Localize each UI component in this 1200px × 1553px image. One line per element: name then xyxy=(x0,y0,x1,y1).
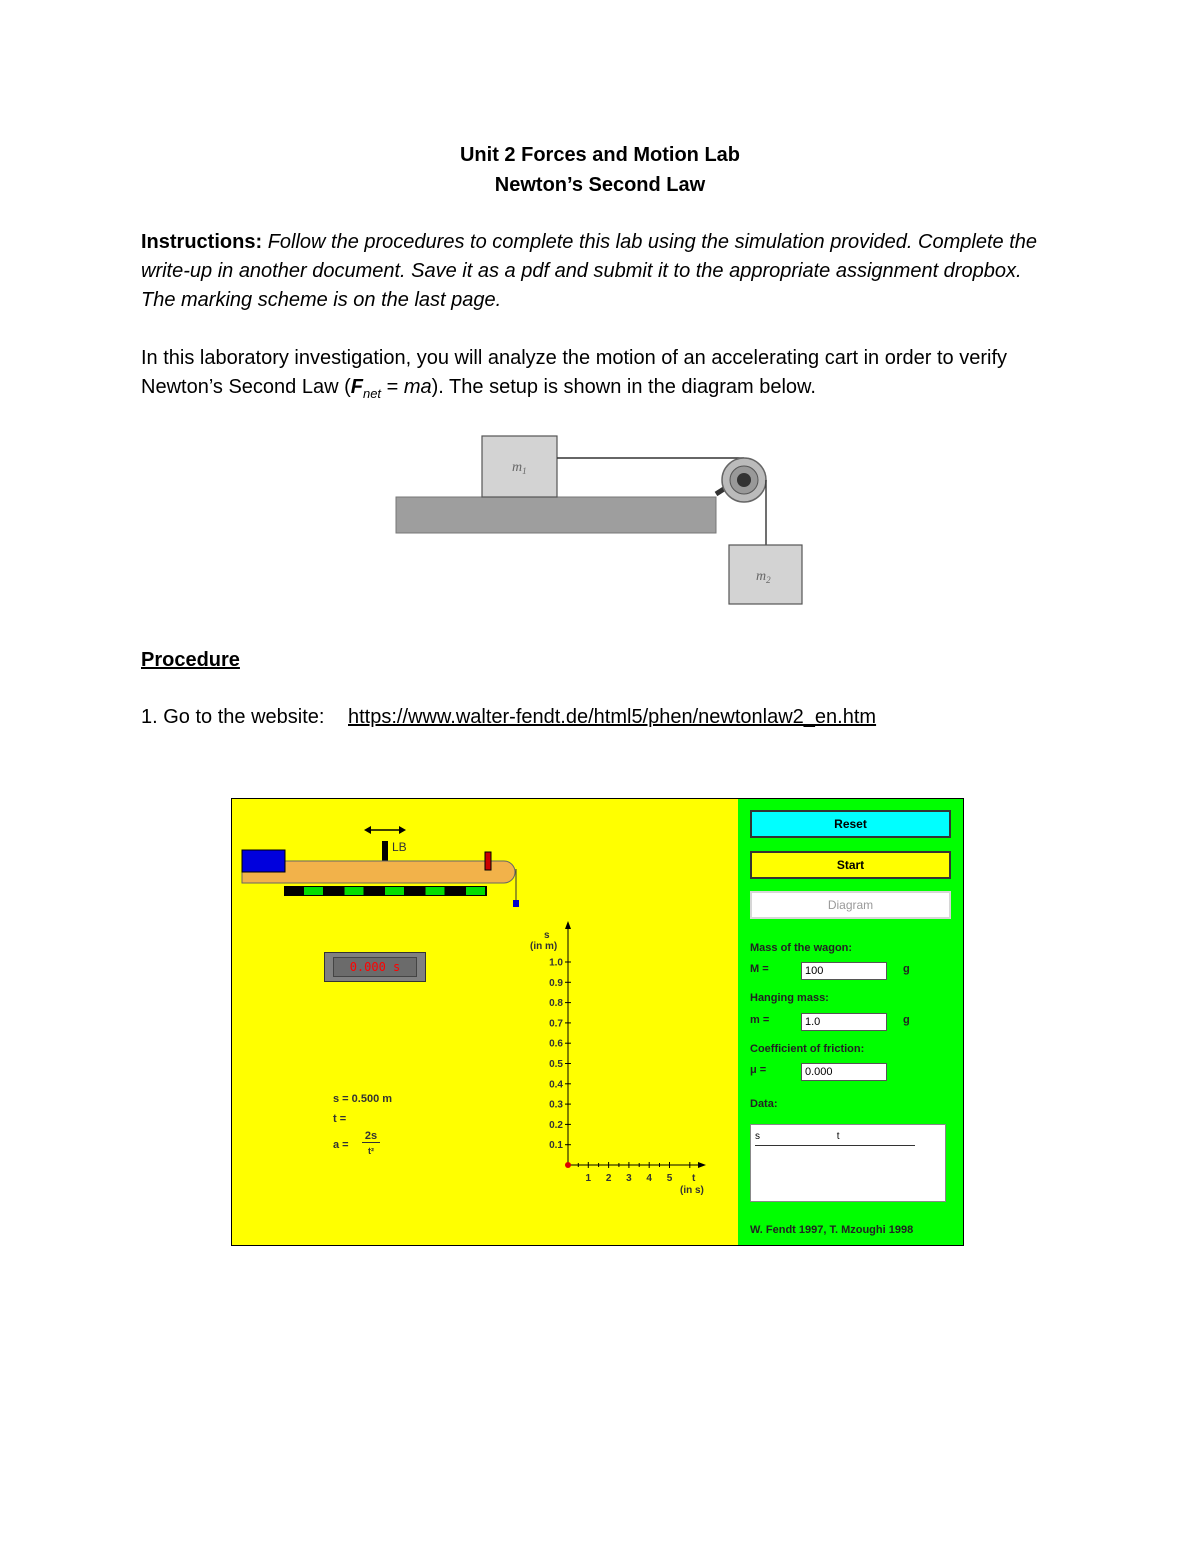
data-label: Data: xyxy=(750,1098,778,1110)
instructions-text: Follow the procedures to complete this lab using the simulation provided. Complete the write-up in another document. Save it as a pdf and submit it to the appropriate assignment dropbox. The marking scheme is on the last page. xyxy=(141,231,1037,311)
y-tick-label: 0.9 xyxy=(549,977,563,989)
hanging-mass-symbol: m = xyxy=(750,1014,770,1026)
y-tick-label: 0.8 xyxy=(549,998,563,1010)
data-col-t: t xyxy=(836,1131,840,1142)
mass-wagon-unit: g xyxy=(903,963,910,975)
reset-button[interactable]: Reset xyxy=(750,810,951,838)
data-col-s: s xyxy=(755,1131,760,1142)
ruler-segment xyxy=(385,887,404,895)
hanging-mass-input[interactable]: 1.0 xyxy=(801,1013,887,1031)
y-tick-label: 0.7 xyxy=(549,1018,563,1030)
y-tick-label: 0.5 xyxy=(549,1059,563,1070)
document-subtitle: Newton’s Second Law xyxy=(494,174,706,196)
control-panel xyxy=(738,799,963,1245)
intro-paragraph xyxy=(141,344,1061,408)
mass-m2-label: $m_2$ xyxy=(756,569,771,585)
intro-text-1: In this laboratory investigation, you will analyze the motion of an accelerating cart in order to verify Newton’s Second Law ( xyxy=(141,347,1007,398)
y-tick-label: 1.0 xyxy=(549,957,563,969)
simulation-canvas xyxy=(232,799,738,1245)
light-barrier-arrow[interactable] xyxy=(364,826,406,834)
y-tick-label: 0.4 xyxy=(549,1079,563,1091)
mass-wagon-input[interactable]: 100 xyxy=(801,962,887,980)
x-tick-label: 2 xyxy=(605,1173,612,1184)
formula-distance: s = 0.500 m xyxy=(333,1093,393,1105)
ruler-segment xyxy=(466,887,485,895)
intro-text-2: ). The setup is shown in the diagram below. xyxy=(431,376,816,398)
formula-acceleration: a = xyxy=(333,1139,349,1151)
formula-equals: = xyxy=(381,376,404,398)
origin-marker xyxy=(565,1162,571,1168)
procedure-heading: Procedure xyxy=(141,649,240,671)
formula-numerator: 2s xyxy=(362,1130,380,1143)
distance-ruler xyxy=(284,886,487,896)
table-surface xyxy=(396,497,716,533)
y-axis-label: s xyxy=(544,930,550,941)
simulation-link[interactable]: https://www.walter-fendt.de/html5/phen/newtonlaw2_en.htm xyxy=(348,706,877,728)
hanging-mass-unit: g xyxy=(903,1014,910,1026)
friction-label: Coefficient of friction: xyxy=(750,1043,865,1055)
friction-symbol: μ = xyxy=(750,1064,767,1076)
formula-time: t = xyxy=(333,1113,347,1125)
x-tick-label: 3 xyxy=(626,1173,632,1184)
setup-diagram xyxy=(394,434,806,608)
timer-readout: 0.000 s xyxy=(333,957,417,977)
procedure-step-1 xyxy=(141,706,876,729)
document-title: Unit 2 Forces and Motion Lab xyxy=(459,144,740,166)
mass-wagon-label: Mass of the wagon: xyxy=(750,942,853,954)
ruler-segment xyxy=(426,887,445,895)
x-axis-arrow xyxy=(698,1162,706,1168)
ruler-segment xyxy=(304,887,323,895)
x-tick-label: 5 xyxy=(666,1173,673,1184)
instructions-label: Instructions: xyxy=(141,231,263,253)
hanging-mass xyxy=(513,900,519,907)
position-time-graph xyxy=(530,921,706,1196)
y-tick-label: 0.1 xyxy=(549,1140,563,1152)
wagon xyxy=(242,850,285,872)
y-axis-unit: (in m) xyxy=(530,941,558,952)
mass-wagon-symbol: M = xyxy=(750,963,769,975)
x-axis-label: t xyxy=(692,1173,696,1184)
formula-f: F xyxy=(350,376,363,398)
formula-net: net xyxy=(362,386,382,401)
start-button[interactable]: Start xyxy=(750,851,951,879)
instructions-paragraph xyxy=(141,228,1061,315)
light-barrier xyxy=(382,841,388,861)
hanging-mass-label: Hanging mass: xyxy=(750,992,829,1004)
digital-timer xyxy=(324,952,426,982)
x-tick-label: 4 xyxy=(646,1173,652,1184)
friction-input[interactable]: 0.000 xyxy=(801,1063,887,1081)
credit-line: W. Fendt 1997, T. Mzoughi 1998 xyxy=(750,1224,914,1236)
y-axis-arrow xyxy=(565,921,571,929)
y-tick-label: 0.6 xyxy=(549,1038,563,1050)
formula-denominator: t² xyxy=(368,1146,374,1156)
end-stop xyxy=(485,852,491,870)
x-tick-label: 1 xyxy=(585,1173,592,1184)
simulation-screenshot xyxy=(231,798,964,1246)
step-1-text: 1. Go to the website: xyxy=(141,706,325,728)
data-textarea[interactable] xyxy=(750,1124,946,1202)
y-tick-label: 0.2 xyxy=(549,1119,563,1131)
ruler-segment xyxy=(345,887,364,895)
formula-ma: ma xyxy=(403,376,432,398)
mass-m1-label: $m_1$ xyxy=(512,460,527,476)
light-barrier-label: LB xyxy=(392,840,407,854)
y-tick-label: 0.3 xyxy=(549,1099,563,1111)
x-axis-unit: (in s) xyxy=(680,1185,704,1196)
diagram-button[interactable]: Diagram xyxy=(750,891,951,919)
